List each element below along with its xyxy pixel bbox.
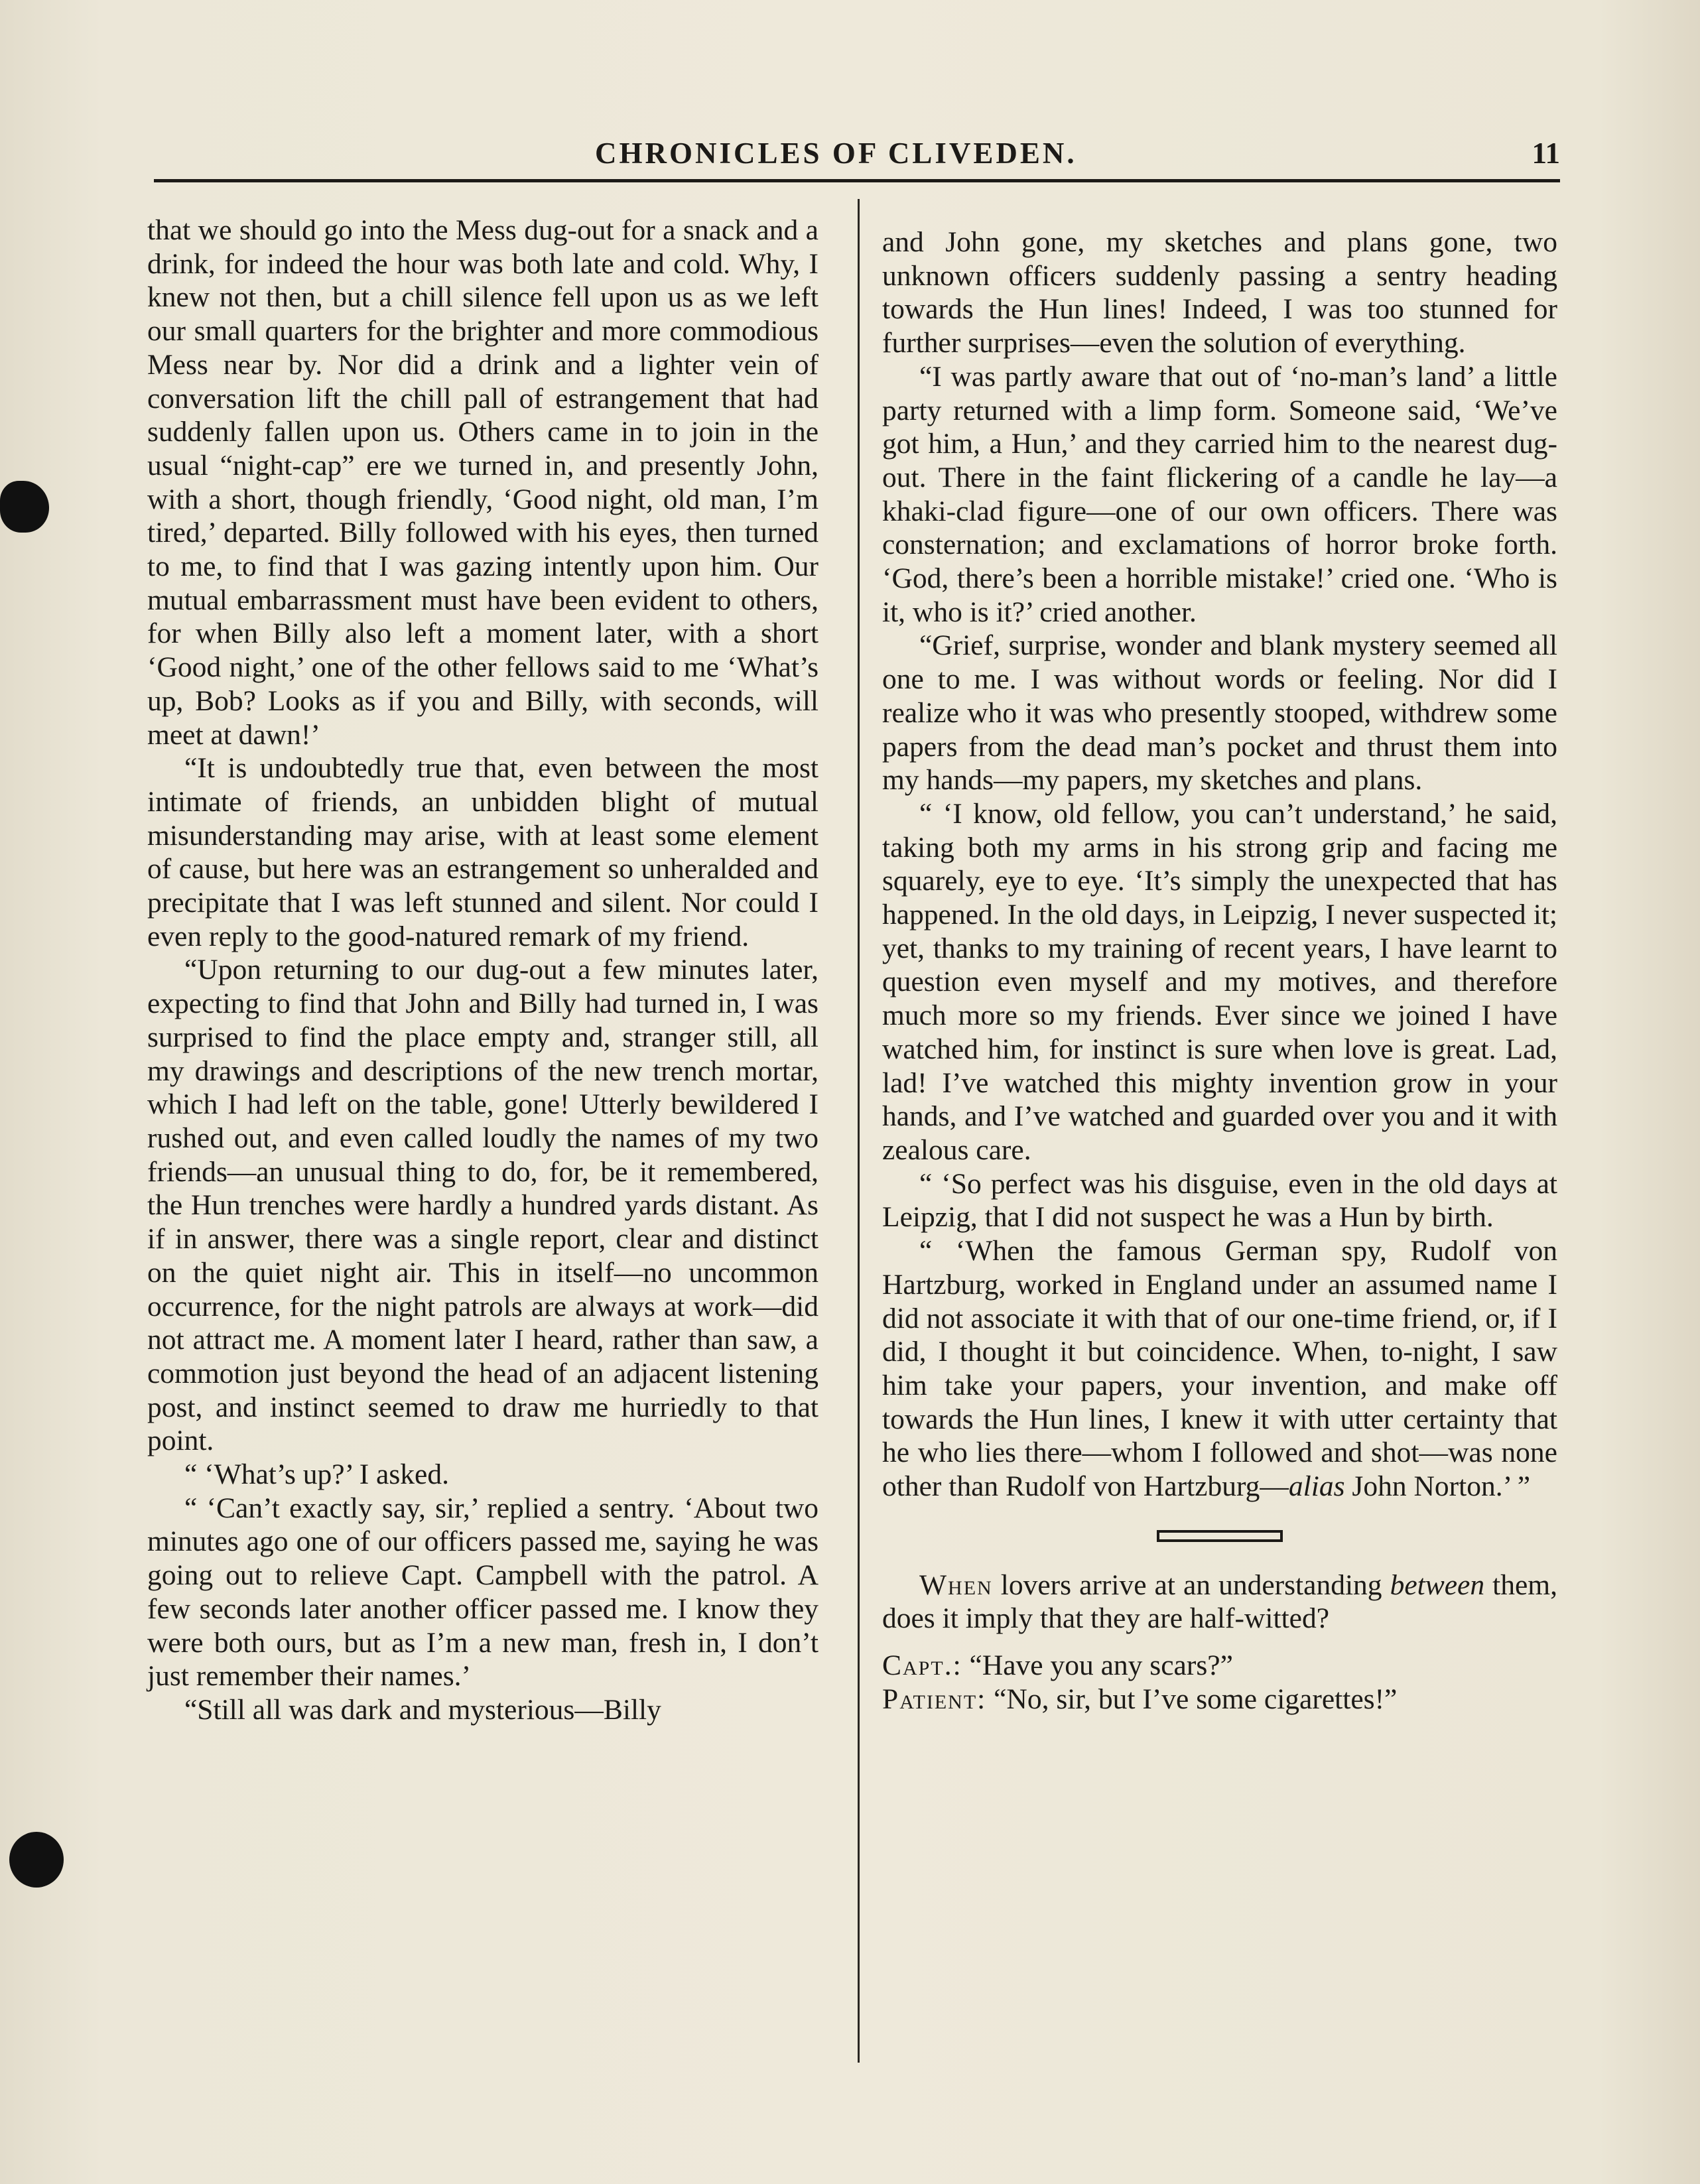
- line-text: “No, sir, but I’ve some cigarettes!”: [986, 1683, 1398, 1715]
- section-divider: [1157, 1530, 1283, 1542]
- page-header: [154, 136, 1560, 176]
- paragraph-text: “ ‘When the famous German spy, Rudolf von Hartzburg, worked in England under an assumed name I did not associate it with that of our one-time friend, or, if I did, I thought it but coincidence. When, to-night, I saw him take your papers, your invention, and make off towards the Hun lines, I knew it with utter certainty that he who lies there—whom I followed and shot—was none other than Rudolf von Hartzburg—: [882, 1235, 1557, 1503]
- paragraph: [882, 1234, 1557, 1504]
- page-number: 11: [1532, 137, 1560, 170]
- joke-text: lovers arrive at an understanding: [992, 1569, 1390, 1601]
- punch-hole: [9, 1832, 64, 1888]
- paragraph: and John gone, my sketches and plans gone, two unknown officers suddenly passing a sentry heading towards the Hun lines! Indeed, I was too stunned for further surprises—even the solution of everything.: [882, 226, 1557, 359]
- paragraph: that we should go into the Mess dug-out for a snack and a drink, for indeed the hour was both late and cold. Why, I knew not then, but a chill silence fell upon us as we left our small quarters for the brighter and more commodious Mess near by. Nor did a drink and a lighter vein of conversation lift the chill pall of estrangement that had suddenly fallen upon us. Others came in to join in the usual “night-cap” ere we turned in, and presently John, with a short, though friendly, ‘Good night, old man, I’m tired,’ departed. Billy followed with his eyes, then turned to me, to find that I was gazing intently upon him. Our mutual embarrassment must have been evident to others, for when Billy also left a moment later, with a short ‘Good night,’ one of the other fellows said to me ‘What’s up, Bob? Looks as if you and Billy, with seconds, will meet at dawn!’: [147, 214, 818, 751]
- paragraph: “ ‘Can’t exactly say, sir,’ replied a sentry. ‘About two minutes ago one of our officers passed me, saying he was going out to relieve Capt. Campbell with the patrol. A few seconds later another officer passed me. I know they were both ours, but as I’m a new man, fresh in, I don’t just remember their names.’: [147, 1492, 818, 1693]
- paragraph: “ ‘What’s up?’ I asked.: [184, 1458, 449, 1491]
- paragraph: “Still all was dark and mysterious—Billy: [184, 1693, 661, 1726]
- dialogue-line: [882, 1649, 1557, 1683]
- column-rule: [858, 199, 860, 2063]
- header-rule: [154, 179, 1560, 182]
- joke-paragraph: [882, 1569, 1557, 1636]
- paragraph: “ ‘So perfect was his disguise, even in the old days at Leipzig, that I did not suspect he was a Hun by birth.: [882, 1167, 1557, 1234]
- paragraph-tail: John Norton.’ ”: [1344, 1470, 1531, 1503]
- running-title: CHRONICLES OF CLIVEDEN.: [595, 137, 1077, 170]
- joke-emphasis: between: [1390, 1569, 1485, 1601]
- joke-lead: When: [919, 1569, 993, 1601]
- paragraph: “I was partly aware that out of ‘no-man’s land’ a little party returned with a limp form. Someone said, ‘We’ve got him, a Hun,’ and they carried him to the nearest dug-out. There in the faint flickering of a candle he lay—a khaki-clad figure—one of our own officers. There was consternation; and exclamations of horror broke forth. ‘God, there’s been a horrible mistake!’ cried one. ‘Who is it, who is it?’ cried another.: [882, 360, 1557, 628]
- speaker: Patient:: [882, 1683, 987, 1715]
- joke-text: them, does it imply that they are half-witted?: [882, 1569, 1557, 1635]
- speaker: Capt.:: [882, 1649, 962, 1682]
- paragraph: “ ‘I know, old fellow, you can’t understand,’ he said, taking both my arms in his strong grip and facing me squarely, eye to eye. ‘It’s simply the unexpected that has happened. In the old days, in Leipzig, I never suspected it; yet, thanks to my training of recent years, I have learnt to question even myself and my motives, and therefore much more so my friends. Ever since we joined I have watched him, for instinct is sure when love is great. Lad, lad! I’ve watched this mighty invention grow in your hands, and I’ve watched and guarded over you and it with zealous care.: [882, 797, 1557, 1166]
- left-column: [147, 214, 818, 1727]
- paragraph: “Upon returning to our dug-out a few minutes later, expecting to find that John and Billy had turned in, I was surprised to find the place empty and, stranger still, all my drawings and descriptions of the new trench mortar, which I had left on the table, gone! Utterly bewildered I rushed out, and even called loudly the names of my two friends—an unusual thing to do, for, be it remembered, the Hun trenches were hardly a hundred yards distant. As if in answer, there was a single report, clear and distinct on the quiet night air. This in itself—no uncommon occurrence, for the night patrols are always at work—did not attract me. A moment later I heard, rather than saw, a commotion just beyond the head of an adjacent listening post, and instinct seemed to draw me hurriedly to that point.: [147, 954, 818, 1457]
- dialogue-line: [882, 1683, 1557, 1716]
- line-text: “Have you any scars?”: [962, 1649, 1233, 1682]
- dialogue: [882, 1649, 1557, 1716]
- paragraph: “It is undoubtedly true that, even between the most intimate of friends, an unbidden blight of mutual misunderstanding may arise, with at least some element of cause, but here was an estrangement so unheralded and precipitate that I was left stunned and silent. Nor could I even reply to the good-natured remark of my friend.: [147, 752, 818, 952]
- punch-hole: [0, 481, 49, 533]
- right-column: [882, 225, 1557, 1716]
- alias-word: alias: [1288, 1470, 1345, 1503]
- paragraph: “Grief, surprise, wonder and blank mystery seemed all one to me. I was without words or feeling. Nor did I realize who it was who presently stooped, withdrew some papers from the dead man’s pocket and thrust them into my hands—my papers, my sketches and plans.: [882, 629, 1557, 797]
